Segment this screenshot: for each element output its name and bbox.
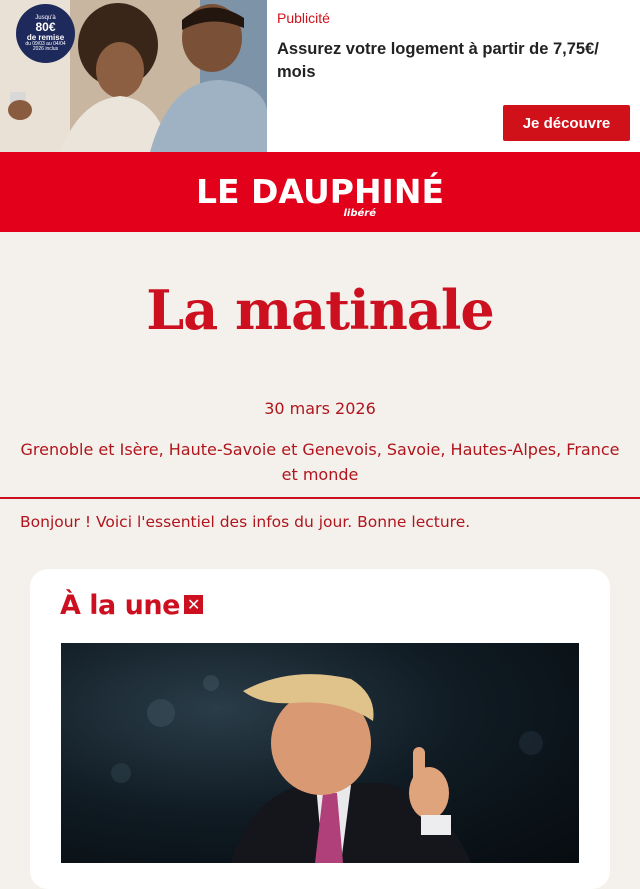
top-story-image[interactable] — [61, 643, 579, 863]
logo-sub: libéré — [343, 208, 376, 219]
ad-cta-button[interactable]: Je découvre — [503, 105, 630, 141]
badge-line3: de remise — [26, 32, 65, 42]
greeting-text: Bonjour ! Voici l'essentiel des infos du jour. Bonne lecture. — [20, 513, 471, 531]
badge-line4: du 09/03 au 04/04 — [25, 40, 66, 47]
divider — [0, 497, 640, 499]
top-story-card — [30, 569, 610, 889]
newsletter-title: La matinale — [146, 278, 494, 342]
badge-line5: 2026 inclus — [32, 46, 59, 53]
ad-image[interactable] — [0, 0, 267, 152]
badge-amount: 80€ — [35, 19, 56, 34]
broken-image-icon: ✕ — [184, 595, 203, 614]
top-story-photo-illustration — [61, 643, 579, 863]
discount-badge — [16, 4, 75, 63]
newsletter-date: 30 mars 2026 — [264, 399, 376, 418]
ad-label: Publicité — [277, 10, 330, 26]
logo-main: LE DAUPHINÉ — [195, 172, 444, 211]
site-header — [0, 152, 640, 232]
ad-text[interactable]: Assurez votre logement à partir de 7,75€/ mois — [277, 40, 599, 81]
badge-line1: Jusqu'à — [35, 14, 56, 21]
section-title-text: À la une — [60, 590, 180, 621]
logo[interactable] — [195, 172, 444, 219]
ad-banner[interactable] — [0, 0, 640, 152]
newsletter-regions: Grenoble et Isère, Haute-Savoie et Genevois, Savoie, Hautes-Alpes, France et monde — [20, 440, 620, 484]
section-title — [60, 590, 203, 621]
